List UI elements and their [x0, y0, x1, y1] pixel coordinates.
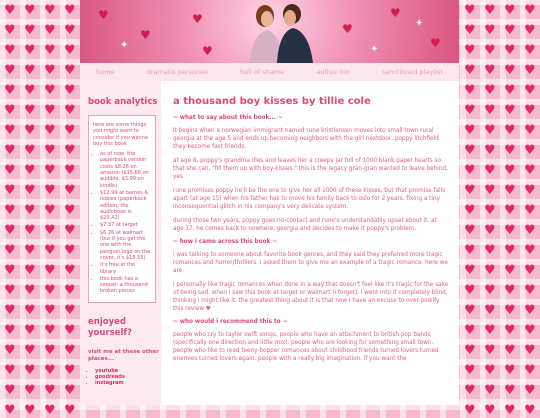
heart-icon: ♥: [4, 3, 16, 18]
heart-icon: ♥: [24, 103, 36, 118]
heart-icon: ♥: [24, 43, 36, 58]
heart-icon: ♥: [504, 163, 516, 178]
heart-icon: ♥: [464, 343, 476, 358]
heart-icon: ♥: [4, 23, 16, 38]
analytics-item: • as of now, the paperback version costs $8.26 on amazon ($15.66 on audible, $3.99 on kindle): [100, 151, 151, 189]
heart-icon: ♥: [24, 263, 36, 278]
heart-icon: ♥: [44, 403, 56, 418]
link-goodreads[interactable]: • goodreads: [95, 374, 161, 380]
heart-icon: ♥: [24, 63, 36, 78]
heart-icon: ♥: [44, 243, 56, 258]
heart-icon: ♥: [24, 203, 36, 218]
heart-icon: ♥: [484, 143, 496, 158]
heart-icon: ♥: [44, 23, 56, 38]
heart-icon: ♥: [24, 123, 36, 138]
heart-icon: ♥: [64, 323, 76, 338]
heart-icon: ♥: [192, 12, 203, 26]
heart-icon: ♥: [524, 23, 536, 38]
heart-icon: ♥: [64, 363, 76, 378]
heart-icon: ♥: [64, 263, 76, 278]
heart-icon: ♥: [4, 343, 16, 358]
heart-icon: ♥: [484, 3, 496, 18]
heart-icon: ♥: [464, 183, 476, 198]
heart-icon: ♥: [44, 183, 56, 198]
heart-icon: ♥: [464, 403, 476, 418]
heart-icon: ♥: [44, 323, 56, 338]
heart-icon: ♥: [4, 403, 16, 418]
heart-icon: ♥: [504, 43, 516, 58]
heart-icon: ♥: [24, 143, 36, 158]
analytics-item: • $12.99 at barnes & nobles (paperback edition, the audiobook is $20.42): [100, 190, 151, 221]
heart-icon: ♥: [64, 103, 76, 118]
heart-icon: ♥: [4, 43, 16, 58]
nav-home[interactable]: home: [96, 68, 115, 76]
heart-icon: ♥: [24, 303, 36, 318]
heart-icon: ♥: [504, 183, 516, 198]
heart-icon: ♥: [484, 43, 496, 58]
sparkle-icon: ✦: [120, 40, 129, 51]
heart-icon: ♥: [524, 283, 536, 298]
heart-icon: ♥: [504, 23, 516, 38]
heart-icon: ♥: [464, 223, 476, 238]
paragraph: rune promises poppy he'll be the one to give her all 1000 of these kisses, but that promise falls apart (at age 15) when his father has to move his family back to oslo for 2 years, fixing a tiny inconsequential glitch in his company's very delicate system.: [173, 188, 446, 210]
nav-hall-of-shame[interactable]: hall of shame: [240, 68, 285, 76]
heart-icon: ♥: [64, 123, 76, 138]
paragraph: at age 8, poppy's grandma dies and leaves her a creepy jar full of 1000 blank paper hearts so that she can, "fill them up with boy-kisses." this is the legacy gran-gran wanted to leave behind, yes.: [173, 158, 448, 180]
heart-icon: ♥: [24, 223, 36, 238]
heart-icon: ♥: [64, 43, 76, 58]
heart-icon: ♥: [464, 3, 476, 18]
heart-icon: ♥: [464, 143, 476, 158]
heart-icon: ♥: [524, 323, 536, 338]
heart-icon: ♥: [4, 183, 16, 198]
enjoyed-heading: enjoyed yourself?: [88, 316, 132, 338]
heart-icon: ♥: [464, 303, 476, 318]
heart-icon: ♥: [464, 323, 476, 338]
heart-icon: ♥: [44, 43, 56, 58]
heart-icon: ♥: [64, 63, 76, 78]
heart-icon: ♥: [4, 323, 16, 338]
heart-icon: ♥: [484, 63, 496, 78]
heart-icon: ♥: [484, 223, 496, 238]
heart-icon: ♥: [44, 83, 56, 98]
heart-icon: ♥: [4, 163, 16, 178]
heart-icon: ♥: [524, 43, 536, 58]
heart-icon: ♥: [484, 363, 496, 378]
heart-icon: ♥: [4, 203, 16, 218]
nav-sanctioned-playlist[interactable]: sanctioned playlist: [381, 68, 443, 76]
heart-icon: ♥: [24, 283, 36, 298]
heart-icon: ♥: [24, 243, 36, 258]
heart-icon: ♥: [484, 183, 496, 198]
heart-icon: ♥: [24, 383, 36, 398]
heart-icon: ♥: [524, 403, 536, 418]
heart-icon: ♥: [524, 143, 536, 158]
heart-icon: ♥: [44, 63, 56, 78]
heart-icon: ♥: [524, 163, 536, 178]
heart-icon: ♥: [390, 6, 401, 20]
book-analytics-box: [88, 115, 156, 303]
heart-icon: ♥: [24, 83, 36, 98]
heart-icon: ♥: [504, 323, 516, 338]
heart-icon: ♥: [484, 303, 496, 318]
heart-icon: ♥: [524, 303, 536, 318]
heart-icon: ♥: [44, 123, 56, 138]
heart-icon: ♥: [4, 123, 16, 138]
heart-icon: ♥: [464, 43, 476, 58]
heart-icon: ♥: [4, 243, 16, 258]
heart-icon: ♥: [64, 223, 76, 238]
heart-icon: ♥: [24, 3, 36, 18]
heart-icon: ♥: [44, 3, 56, 18]
heart-icon: ♥: [484, 103, 496, 118]
section-heading: ~ what to say about this book... ~: [173, 115, 283, 121]
heart-icon: ♥: [504, 3, 516, 18]
analytics-item: • $6.26 at walmart (but if you get the one with the penguin logo on the cover, it's $15.55): [100, 230, 151, 261]
heart-icon: ♥: [484, 263, 496, 278]
section-heading: ~ how i came across this book ~: [173, 239, 278, 245]
heart-icon: ♥: [504, 123, 516, 138]
heart-icon: ♥: [464, 83, 476, 98]
nav-author-bio[interactable]: author bio: [316, 68, 350, 76]
heart-icon: ♥: [44, 343, 56, 358]
heart-icon: ♥: [504, 363, 516, 378]
heart-icon: ♥: [524, 343, 536, 358]
heart-icon: ♥: [4, 263, 16, 278]
analytics-list: [93, 151, 151, 295]
heart-icon: ♥: [430, 36, 441, 50]
heart-icon: ♥: [4, 103, 16, 118]
heart-icon: ♥: [464, 63, 476, 78]
heart-icon: ♥: [484, 23, 496, 38]
paragraph: during those two years, poppy goes no-contact and rune's understandably upset about it. at age 17, he comes back to nowhere, georgia and decides to make it poppy's problem.: [173, 218, 437, 232]
heart-icon: ♥: [44, 103, 56, 118]
heart-icon: ♥: [4, 303, 16, 318]
heart-icon: ♥: [484, 203, 496, 218]
heart-icon: ♥: [524, 123, 536, 138]
analytics-item: • $7.37 at target: [100, 222, 151, 228]
main-content: [161, 81, 459, 405]
heart-icon: ♥: [64, 283, 76, 298]
heart-icon: ♥: [484, 83, 496, 98]
heart-icon: ♥: [524, 363, 536, 378]
heart-icon: ♥: [24, 363, 36, 378]
heart-icon: ♥: [484, 163, 496, 178]
heart-icon: ♥: [484, 343, 496, 358]
heart-icon: ♥: [44, 143, 56, 158]
heart-icon: ♥: [524, 203, 536, 218]
sparkle-icon: ✦: [370, 44, 379, 55]
heart-icon: ♥: [524, 223, 536, 238]
heart-icon: ♥: [64, 243, 76, 258]
right-heart-border: [460, 0, 540, 418]
heart-icon: ♥: [504, 143, 516, 158]
heart-icon: ♥: [342, 22, 353, 36]
heart-icon: ♥: [64, 23, 76, 38]
heart-icon: ♥: [504, 263, 516, 278]
heart-icon: ♥: [524, 103, 536, 118]
heart-icon: ♥: [64, 203, 76, 218]
heart-icon: ♥: [484, 323, 496, 338]
heart-icon: ♥: [64, 343, 76, 358]
heart-icon: ♥: [524, 243, 536, 258]
heart-icon: ♥: [24, 23, 36, 38]
analytics-item: • it's free at the library: [100, 262, 151, 275]
analytics-item: • this book has a sequel: a thousand broken pieces: [100, 276, 151, 295]
heart-icon: ♥: [24, 403, 36, 418]
nav-dramatis-personae[interactable]: dramatis personae: [146, 68, 208, 76]
heart-icon: ♥: [4, 83, 16, 98]
social-links: [88, 368, 161, 386]
heart-icon: ♥: [64, 303, 76, 318]
heart-icon: ♥: [24, 183, 36, 198]
heart-icon: ♥: [4, 143, 16, 158]
heart-icon: ♥: [44, 303, 56, 318]
heart-icon: ♥: [64, 403, 76, 418]
heart-icon: ♥: [4, 363, 16, 378]
heart-icon: ♥: [484, 243, 496, 258]
heart-icon: ♥: [4, 283, 16, 298]
heart-icon: ♥: [140, 28, 151, 42]
heart-icon: ♥: [524, 263, 536, 278]
heart-icon: ♥: [44, 383, 56, 398]
heart-icon: ♥: [464, 263, 476, 278]
paragraph: people who cry to taylor swift songs. people who have an attachment to british pop bands (specifically one direction and little mix). people who are looking for something small town. people who like to read teeny-bopper romances about childhood friends turned lovers turned enemies turned lovers again. people with a really big imagination. if you want the: [173, 332, 439, 362]
section-heading: ~ who would i recommend this to ~: [173, 319, 288, 325]
heart-icon: ♥: [464, 383, 476, 398]
link-instagram[interactable]: • instagram: [95, 380, 161, 386]
heart-icon: ♥: [524, 383, 536, 398]
visit-text: visit me at these other places...: [88, 348, 159, 362]
heart-icon: ♥: [524, 3, 536, 18]
heart-icon: ♥: [44, 203, 56, 218]
heart-icon: ♥: [484, 403, 496, 418]
heart-icon: ♥: [504, 283, 516, 298]
heart-icon: ♥: [44, 163, 56, 178]
heart-icon: ♥: [504, 103, 516, 118]
heart-icon: ♥: [464, 123, 476, 138]
heart-icon: ♥: [464, 243, 476, 258]
heart-icon: ♥: [64, 383, 76, 398]
left-heart-border: [0, 0, 80, 418]
heart-icon: ♥: [484, 283, 496, 298]
heart-icon: ♥: [504, 403, 516, 418]
heart-icon: ♥: [64, 183, 76, 198]
heart-icon: ♥: [4, 383, 16, 398]
heart-icon: ♥: [24, 323, 36, 338]
heart-icon: ♥: [24, 163, 36, 178]
sidebar-title: book analytics: [88, 97, 158, 107]
couple-illustration: [235, 0, 325, 63]
heart-icon: ♥: [504, 63, 516, 78]
heart-icon: ♥: [504, 383, 516, 398]
heart-icon: ♥: [504, 223, 516, 238]
paragraph: i was talking to someone about favorite book genres, and they said they preferred more tragic romances and horror/thrillers. i asked them to give me an example of a tragic romance. here we are.: [173, 252, 448, 274]
heart-icon: ♥: [44, 283, 56, 298]
heart-icon: ♥: [24, 343, 36, 358]
heart-icon: ♥: [464, 203, 476, 218]
heart-icon: ♥: [202, 44, 213, 58]
heart-icon: ♥: [464, 283, 476, 298]
heart-icon: ♥: [504, 203, 516, 218]
post-title: a thousand boy kisses by tillie cole: [173, 96, 371, 107]
heart-icon: ♥: [64, 143, 76, 158]
paragraph: it begins when a norwegian immigrant named rune kristiansen moves into small town rural georgia at the age 5 and ends up becoming neighbors with the girl nextdoor, poppy litchfield. they become fast friends.: [173, 128, 441, 150]
heart-icon: ♥: [4, 223, 16, 238]
top-navigation: [80, 63, 459, 81]
heart-icon: ♥: [98, 8, 109, 22]
heart-icon: ♥: [4, 63, 16, 78]
analytics-intro: here are some things you might want to consider if you wanna buy this book: [93, 122, 148, 147]
heart-icon: ♥: [44, 363, 56, 378]
heart-icon: ♥: [464, 363, 476, 378]
heart-icon: ♥: [64, 83, 76, 98]
heart-icon: ♥: [464, 103, 476, 118]
heart-icon: ♥: [464, 163, 476, 178]
heart-icon: ♥: [44, 263, 56, 278]
heart-icon: ♥: [464, 23, 476, 38]
heart-icon: ♥: [504, 243, 516, 258]
heart-icon: ♥: [524, 83, 536, 98]
paragraph: i personally like tragic romances when done in a way that doesn't feel like it's tragic for the sake of being sad. when i saw this book at target or walmart (i forget), i went into it completely blind, thinking i might like it. the greatest thing about it is that now i have an excuse to over-pinkify this review ♥: [173, 282, 449, 312]
heart-icon: ♥: [524, 63, 536, 78]
heart-icon: ♥: [504, 83, 516, 98]
sparkle-icon: ✦: [415, 18, 424, 29]
heart-icon: ♥: [504, 343, 516, 358]
link-youtube[interactable]: • youtube: [95, 368, 161, 374]
header-banner: [80, 0, 459, 63]
heart-icon: ♥: [484, 383, 496, 398]
heart-icon: ♥: [504, 303, 516, 318]
heart-icon: ♥: [64, 3, 76, 18]
sidebar: [80, 81, 161, 405]
heart-icon: ♥: [484, 123, 496, 138]
heart-icon: ♥: [524, 183, 536, 198]
heart-icon: ♥: [44, 223, 56, 238]
heart-icon: ♥: [64, 163, 76, 178]
